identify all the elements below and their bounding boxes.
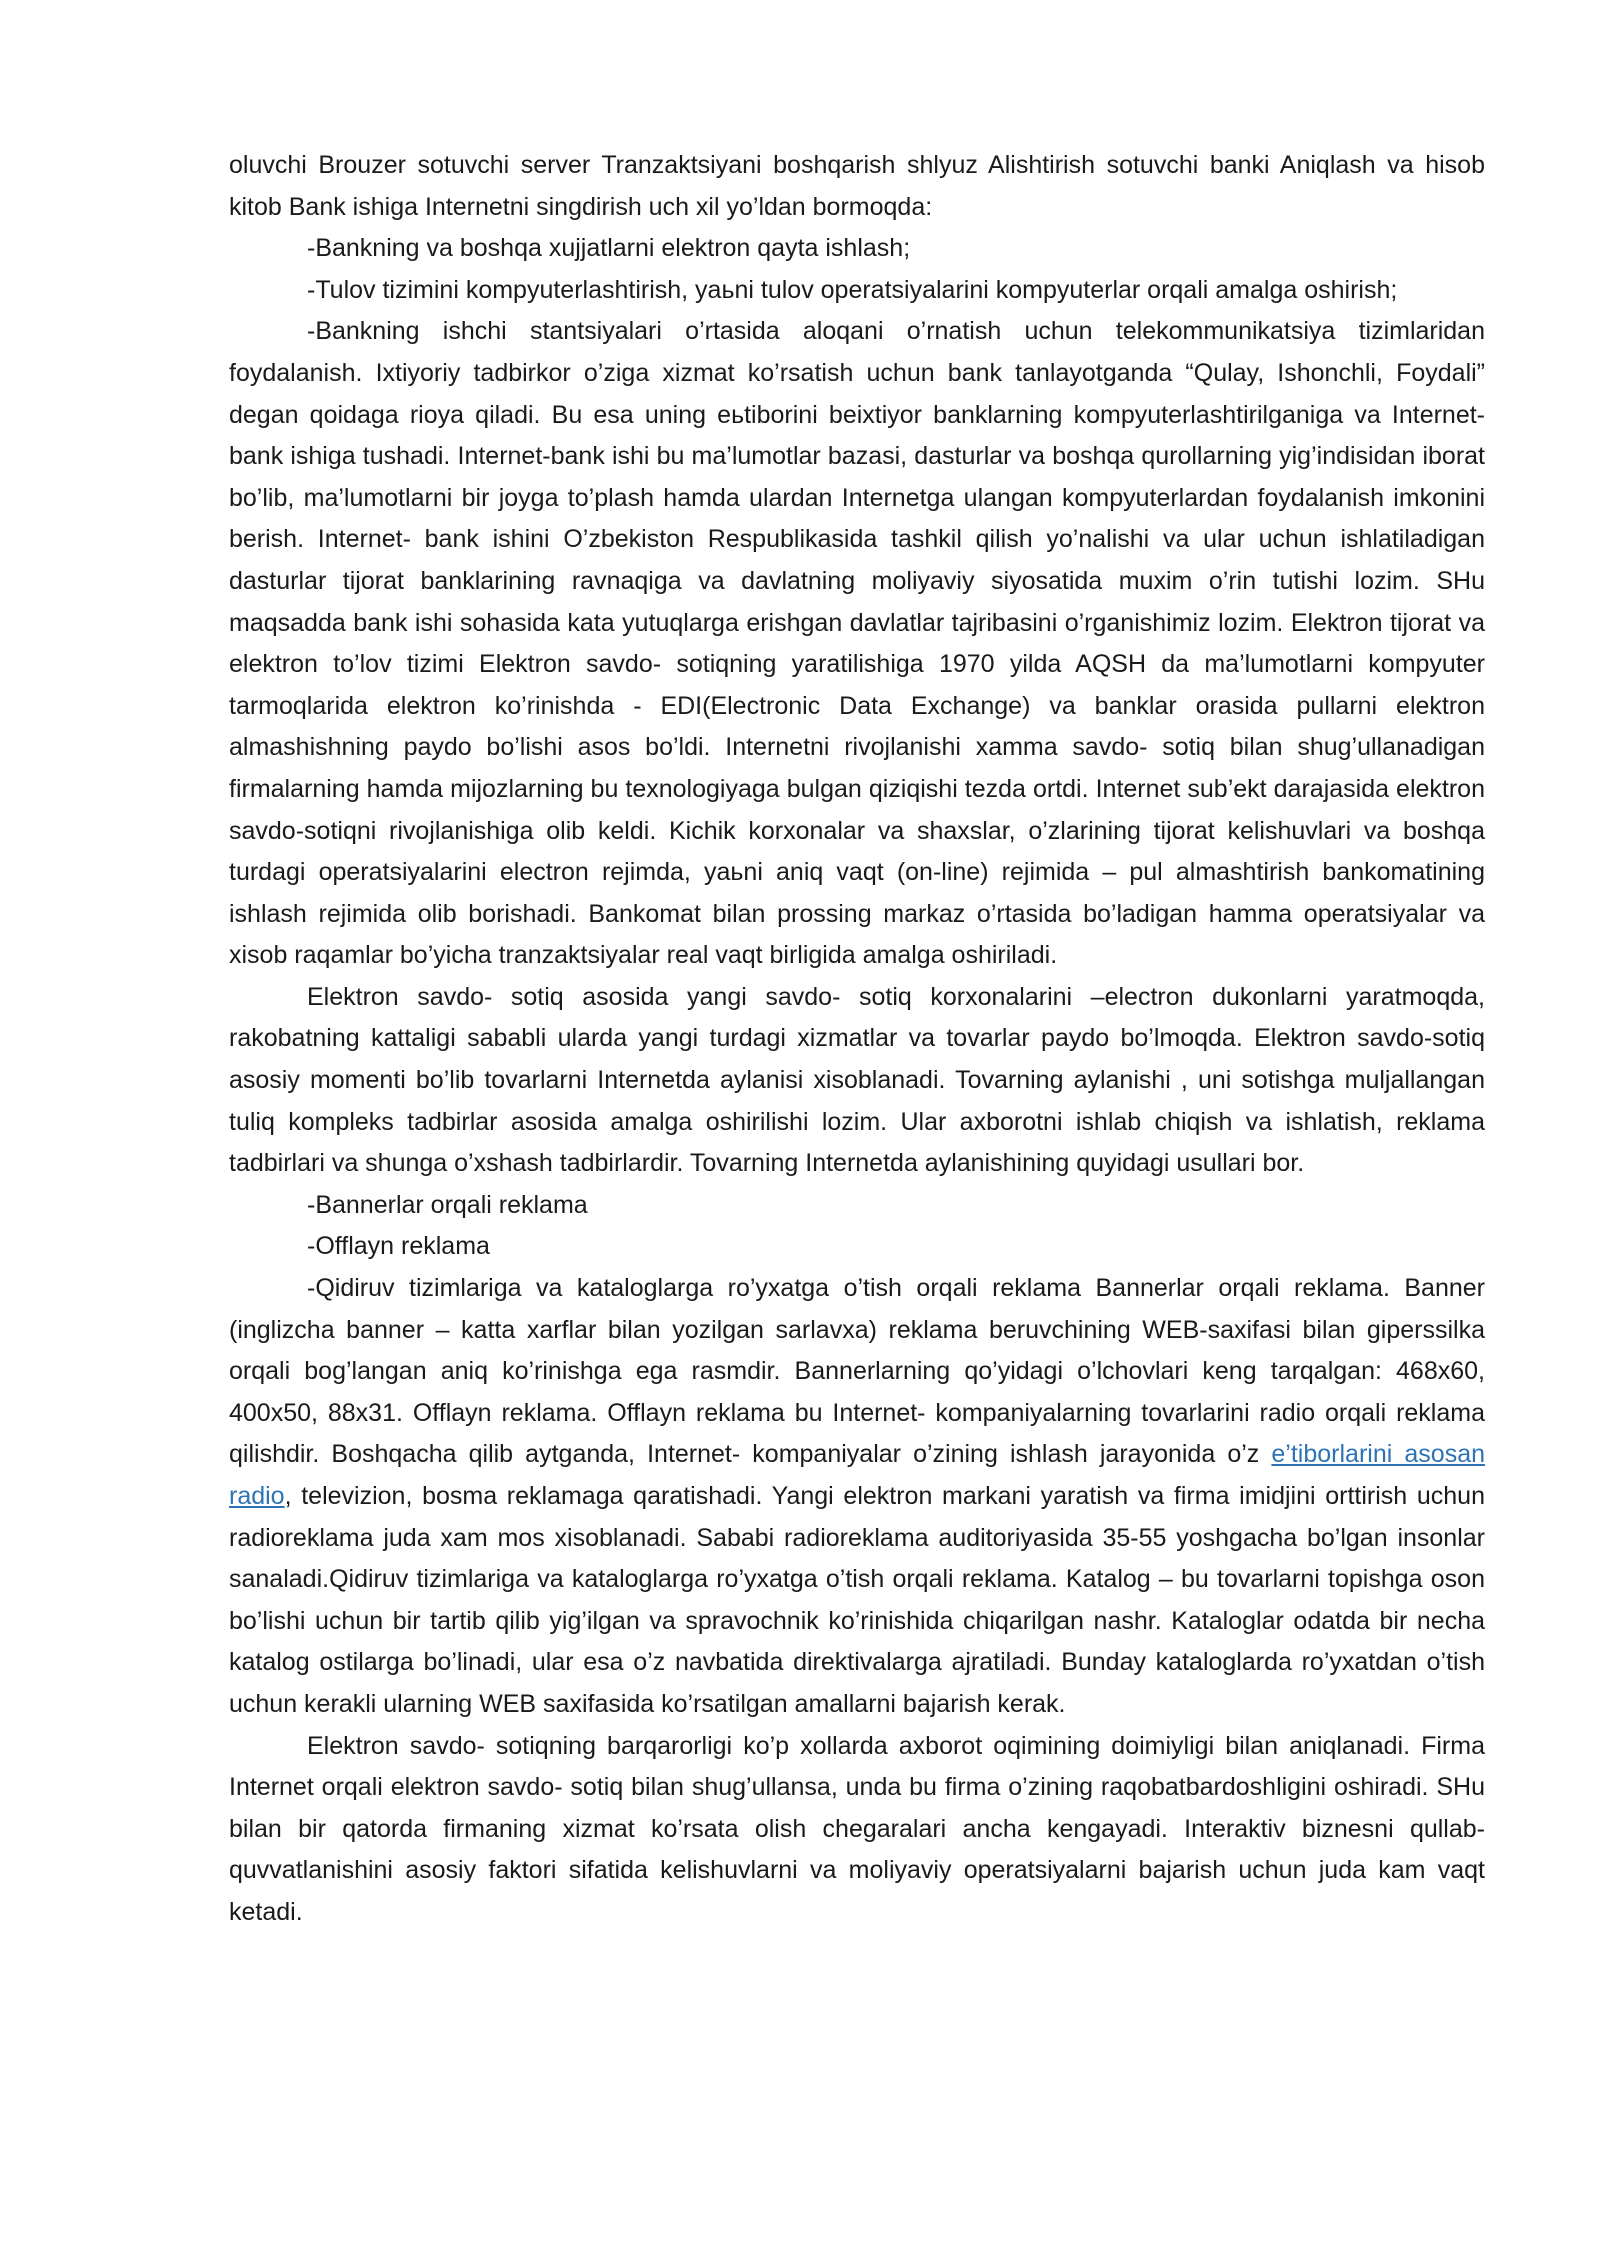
paragraph-ecommerce: Elektron savdo- sotiq asosida yangi savdo- sotiq korxonalarini –electron dukonlarni yaratmoqda, rakobatning kattaligi sababli ularda yangi turdagi xizmatlar va tovarlar paydo bo’lmoqda. Elektron savdo-sotiq asosiy momenti bo’lib tovarlarni Internetda aylanisi xisoblanadi. Tovarning aylanishi , uni sotishga muljallangan tuliq kompleks tadbirlar asosida amalga oshirilishi lozim. Ular axborotni ishlab chiqish va ishlatish, reklama tadbirlari va shunga o’xshash tadbirlardir. Tovarning Internetda aylanishining quyidagi usullari bor. — [229, 982, 1485, 1178]
list-item-offline-ads: -Offlayn reklama — [307, 1232, 490, 1261]
paragraph-continuation: oluvchi Brouzer sotuvchi server Tranzaktsiyani boshqarish shlyuz Alishtirish sotuvchi banki Aniqlash va hisob kitob Bank ishiga Internetni singdirish uch xil yo’ldan bormoqda: — [229, 151, 1485, 221]
list-item-payments: -Tulov tizimini kompyuterlashtirish, yaьni tulov operatsiyalarini kompyuterlar orqali amalga oshirish; — [307, 275, 1398, 304]
list-item-banner-ads: -Bannerlar orqali reklama — [307, 1190, 588, 1219]
hyperlink-radio[interactable]: e’tiborlarini asosan radio — [229, 1440, 1486, 1510]
list-item-documents: -Bankning va boshqa xujjatlarni elektron qayta ishlash; — [307, 234, 911, 263]
paragraph-text-before-link: -Qidiruv tizimlariga va kataloglarga ro’yxatga o’tish orqali reklama Bannerlar orqali reklama. Banner (inglizcha banner – katta xarflar bilan yozilgan sarlavxa) reklama beruvchining WEB-saxifasi bilan giperssilka orqali bog’langan aniq ko’rinishga ega rasmdir. Bannerlarning qo’yidagi o’lchovlari keng tarqalgan: 468x60, 400x50, 88x31. Offlayn reklama. Offlayn reklama bu Internet- kompaniyalarning tovarlarini radio orqali reklama qilishdir. Boshqacha qilib aytganda, Internet- kompaniyalar o’zining ishlash jarayonida o’z — [229, 1274, 1485, 1469]
paragraph-stability: Elektron savdo- sotiqning barqarorligi ko’p xollarda axborot oqimining doimiyligi bilan aniqlanadi. Firma Internet orqali elektron savdo- sotiq bilan shug’ullansa, unda bu firma o’zining raqobatbardoshligini oshiradi. SHu bilan bir qatorda firmaning xizmat ko’rsata olish chegaralari ancha kengayadi. Interaktiv biznesni qullab-quvvatlanishini asosiy faktori sifatida kelishuvlarni va moliyaviy operatsiyalarni bajarish uchun juda kam vaqt ketadi. — [229, 1731, 1485, 1926]
list-item-telecom: -Bankning ishchi stantsiyalari o’rtasida aloqani o’rnatish uchun telekommunikatsiya tizimlaridan foydalanish. Ixtiyoriy tadbirkor o’ziga xizmat ko’rsatish uchun bank tanlayotganda “Qulay, Ishonchli, Foydali” degan qoidaga rioya qiladi. Bu esa uning eьtiborini beixtiyor banklarning kompyuterlashtirilganiga va Internet-bank ishiga tushadi. Internet-bank ishi bu ma’lumotlar bazasi, dasturlar va boshqa qurollarning yig’indisidan iborat bo’lib, ma’lumotlarni bir joyga to’plash hamda ulardan Internetga ulangan kompyuterlardan foydalanish imkonini berish. Internet- bank ishini O’zbekiston Respublikasida tashkil qilish yo’nalishi va ular uchun ishlatiladigan dasturlar tijorat banklarining ravnaqiga va davlatning moliyaviy siyosatida muxim o’rin tutishi lozim. SHu maqsadda bank ishi sohasida kata yutuqlarga erishgan davlatlar tajribasini o’rganishimiz lozim. Elektron tijorat va elektron to’lov tizimi Elektron savdo- sotiqning yaratilishiga 1970 yilda AQSH da ma’lumotlarni kompyuter tarmoqlarida elektron ko’rinishda - EDI(Electronic Data Exchange) va banklar orasida pullarni elektron almashishning paydo bo’lishi asos bo’ldi. Internetni rivojlanishi xamma savdo- sotiq bilan shug’ullanadigan firmalarning hamda mijozlarning bu texnologiyaga bulgan qiziqishi tezda ortdi. Internet sub’ekt darajasida elektron savdo-sotiqni rivojlanishiga olib keldi. Kichik korxonalar va shaxslar, o’zlarining tijorat kelishuvlari va boshqa turdagi operatsiyalarini electron rejimda, yaьni aniq vaqt (on-line) rejimida – pul almashtirish bankomatining ishlash rejimida olib borishadi. Bankomat bilan prossing markaz o’rtasida bo’ladigan hamma operatsiyalar va xisob raqamlar bo’yicha tranzaktsiyalar real vaqt birligida amalga oshiriladi. — [229, 317, 1485, 970]
document-page — [229, 145, 1485, 1934]
paragraph-search-catalog — [229, 1268, 1485, 1726]
paragraph-text-after-link: , televizion, bosma reklamaga qaratishadi. Yangi elektron markani yaratish va firma imidjini orttirish uchun radioreklama juda xam mos xisoblanadi. Sababi radioreklama auditoriyasida 35-55 yoshgacha bo’lgan insonlar sanaladi.Qidiruv tizimlariga va kataloglarga ro’yxatga o’tish orqali reklama. Katalog – bu tovarlarni topishga oson bo’lishi uchun bir tartib qilib yig’ilgan va spravochnik ko’rinishida chiqarilgan nashr. Kataloglar odatda bir necha katalog ostilarga bo’linadi, ular esa o’z navbatida direktivalarga ajratiladi. Bunday kataloglarda ro’yxatdan o’tish uchun kerakli ularning WEB saxifasida ko’rsatilgan amallarni bajarish kerak. — [229, 1482, 1485, 1718]
